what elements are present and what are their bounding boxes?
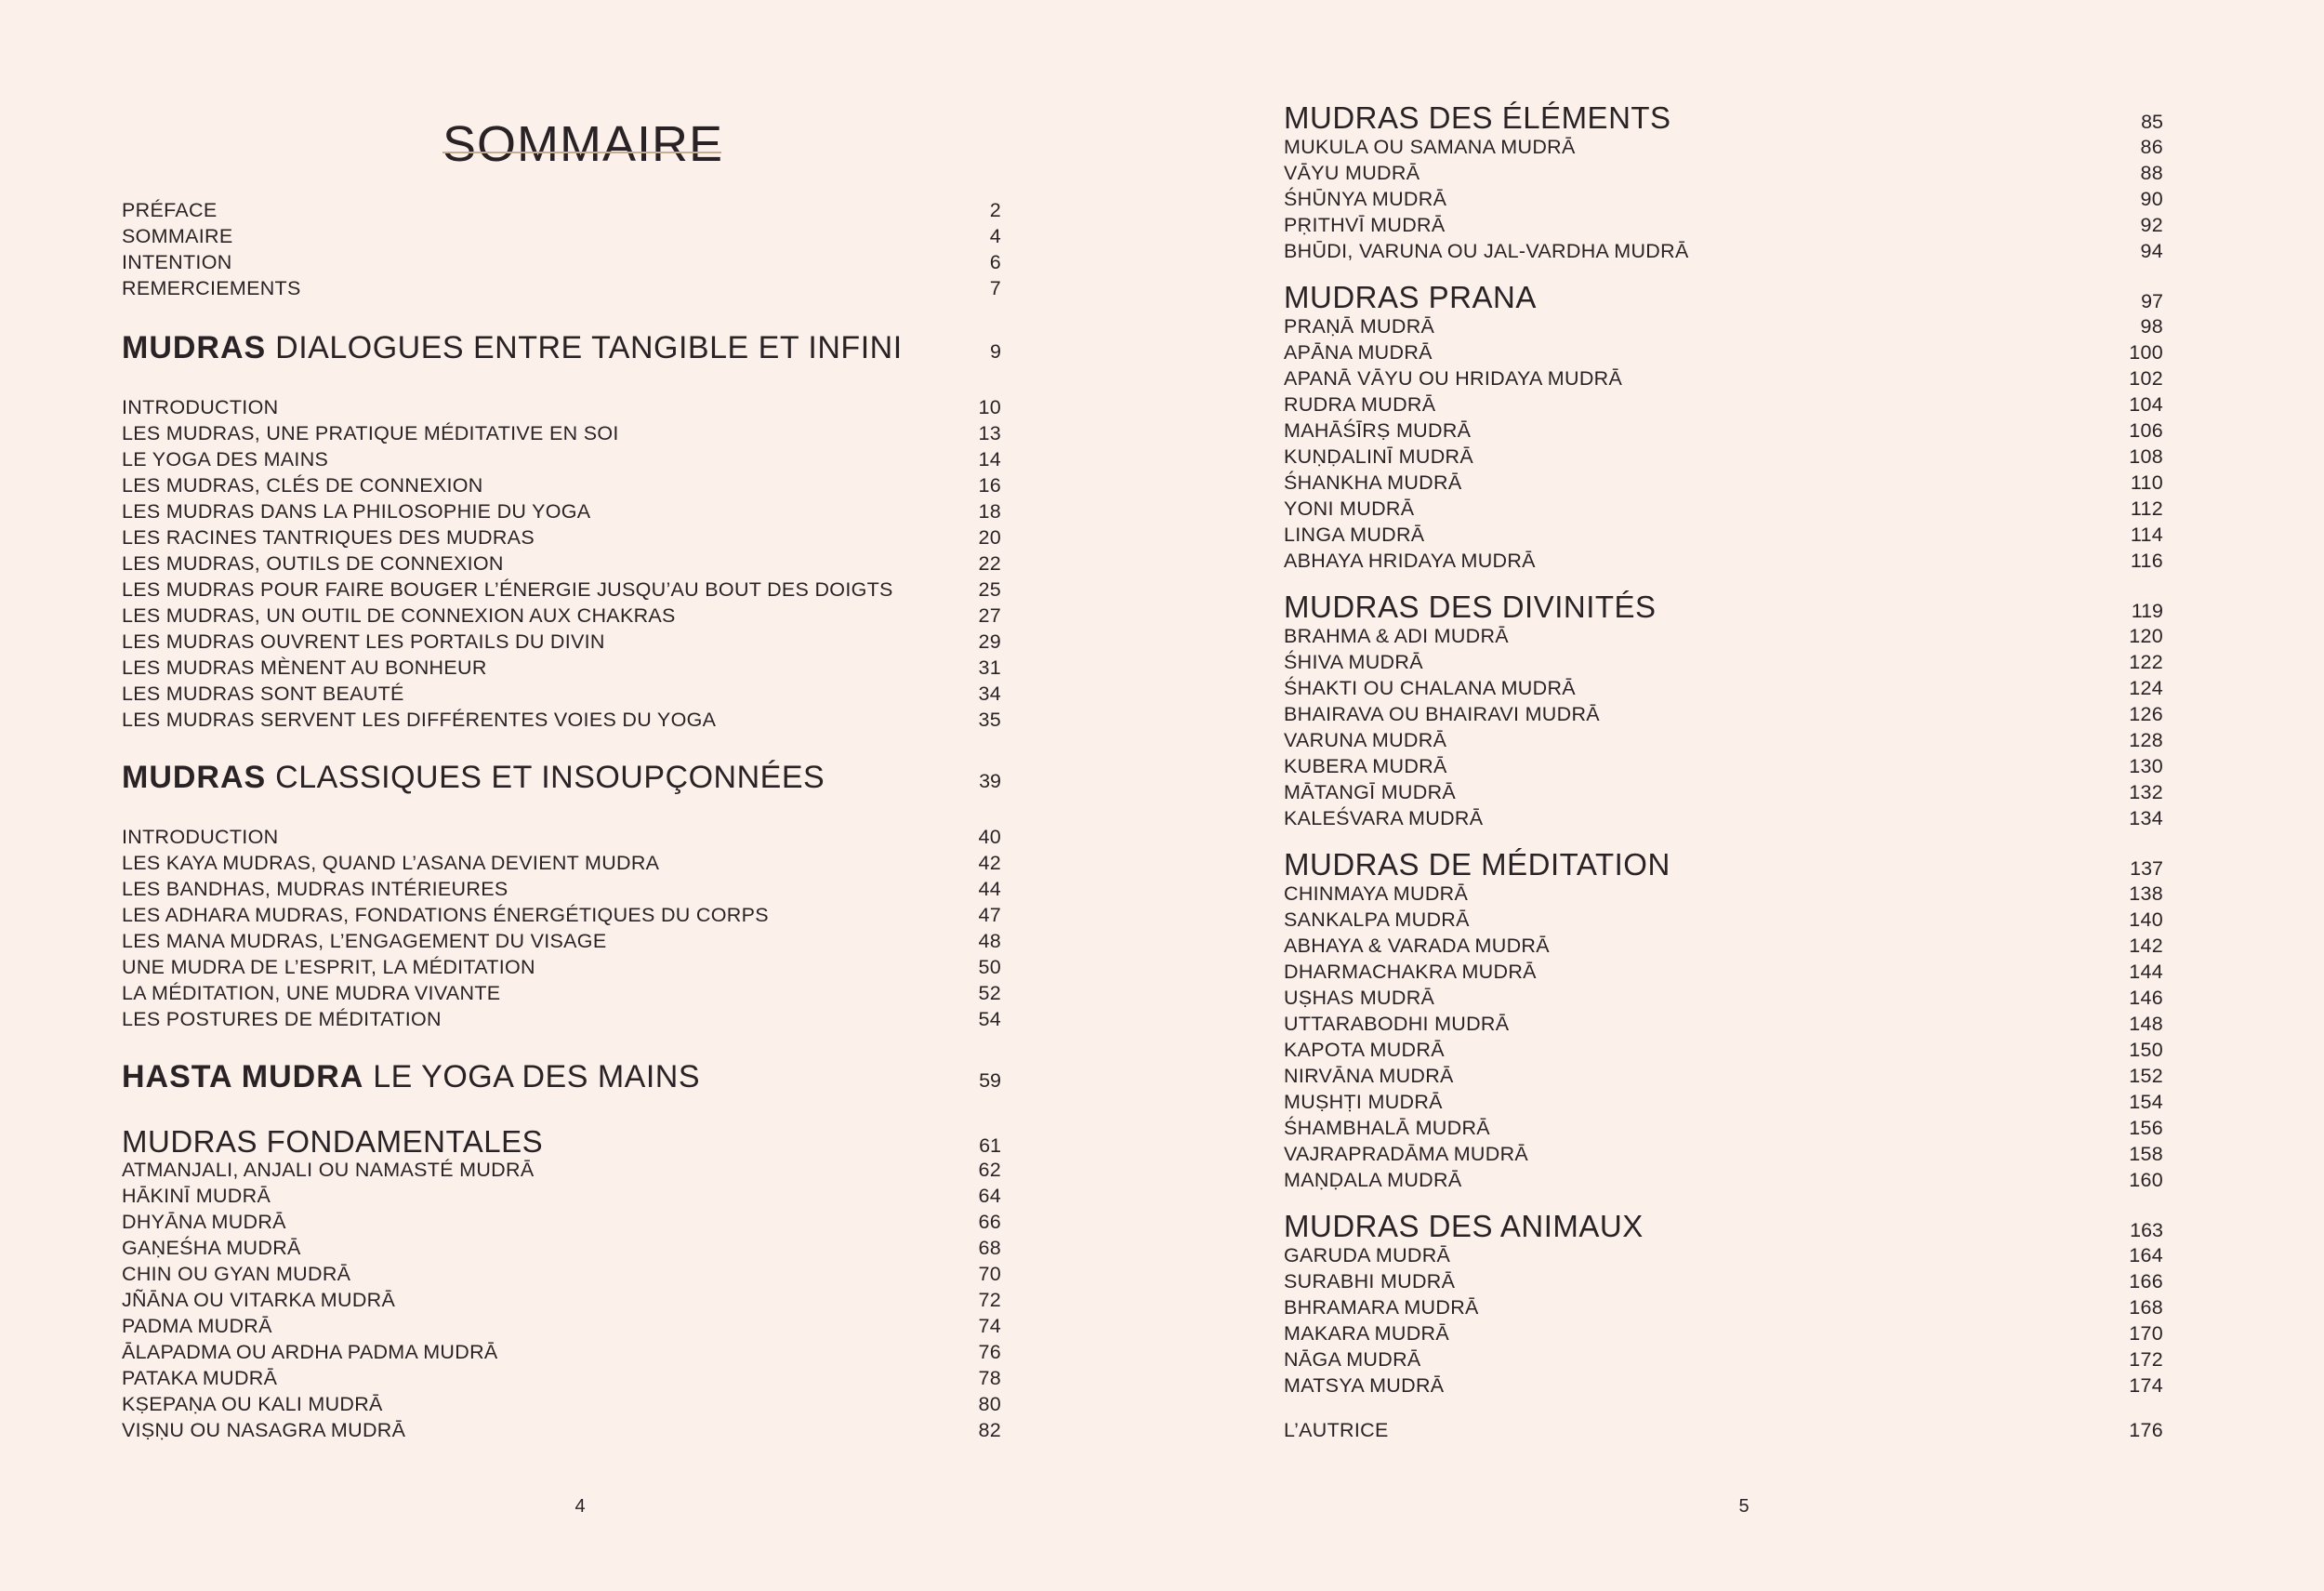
toc-page-number: 13: [978, 422, 1001, 444]
toc-page-number: 144: [2129, 961, 2163, 983]
toc-label: LES MUDRAS OUVRENT LES PORTAILS DU DIVIN: [122, 630, 605, 653]
toc-page-number: 40: [978, 826, 1001, 848]
toc-page-number: 172: [2129, 1348, 2163, 1371]
toc-page-number: 134: [2129, 807, 2163, 829]
toc-page-number: 130: [2129, 755, 2163, 777]
toc-label: REMERCIEMENTS: [122, 277, 301, 299]
toc-entry[interactable]: [122, 420, 1001, 446]
toc-label: MAKARA MUDRĀ: [1284, 1322, 1450, 1345]
toc-page-number: 150: [2129, 1039, 2163, 1061]
toc-label: LES MUDRAS SONT BEAUTÉ: [122, 683, 404, 705]
toc-entry[interactable]: [122, 1235, 1001, 1261]
toc-entry[interactable]: [1284, 134, 2163, 160]
toc-label: VARUNA MUDRĀ: [1284, 729, 1447, 751]
toc-label: KALEŚVARA MUDRĀ: [1284, 807, 1484, 829]
toc-entry[interactable]: [122, 1157, 1001, 1183]
toc-label: INTRODUCTION: [122, 826, 279, 848]
toc-entry[interactable]: [122, 1006, 1001, 1032]
toc-page-number: 34: [978, 683, 1001, 705]
toc-label: LES MUDRAS, UNE PRATIQUE MÉDITATIVE EN SOI: [122, 422, 619, 444]
toc-entry[interactable]: [122, 850, 1001, 876]
toc-page-number: 42: [978, 852, 1001, 874]
toc-page-number: 92: [2140, 214, 2163, 236]
toc-entry[interactable]: [122, 524, 1001, 550]
section-title: MUDRAS PRANA: [1284, 280, 1537, 314]
toc-label: DHARMACHAKRA MUDRĀ: [1284, 961, 1537, 983]
part-title-rest: CLASSIQUES ET INSOUPÇONNÉES: [266, 760, 825, 795]
page-title: SOMMAIRE: [442, 116, 724, 173]
toc-entry[interactable]: [122, 223, 1001, 249]
toc-entry[interactable]: [1284, 470, 2163, 496]
toc-entry[interactable]: [1284, 339, 2163, 365]
toc-entry[interactable]: [122, 902, 1001, 928]
toc-page-number: 18: [978, 500, 1001, 523]
toc-entry[interactable]: [1284, 522, 2163, 548]
toc-entry[interactable]: [1284, 675, 2163, 701]
toc-page-number: 29: [978, 630, 1001, 653]
toc-page-number: 66: [978, 1211, 1001, 1233]
toc-entry[interactable]: [122, 707, 1001, 733]
toc-label: CHINMAYA MUDRĀ: [1284, 882, 1469, 905]
toc-entry[interactable]: [122, 1391, 1001, 1417]
part-title-bold: MUDRAS: [122, 760, 267, 795]
toc-page-number: 106: [2129, 419, 2163, 442]
toc-entry[interactable]: [1284, 1063, 2163, 1089]
toc-label: UṢHAS MUDRĀ: [1284, 987, 1435, 1009]
toc-label: GAṆEŚHA MUDRĀ: [122, 1237, 301, 1259]
toc-entry[interactable]: [1284, 186, 2163, 212]
toc-label: ATMANJALI, ANJALI OU NAMASTÉ MUDRĀ: [122, 1159, 535, 1181]
toc-page-number: 108: [2129, 445, 2163, 468]
toc-entry[interactable]: [122, 249, 1001, 275]
toc-page-number: 158: [2129, 1143, 2163, 1165]
toc-page-number: 138: [2129, 882, 2163, 905]
toc-entry[interactable]: [122, 681, 1001, 707]
toc-label: YONI MUDRĀ: [1284, 497, 1415, 520]
toc-entry[interactable]: [122, 394, 1001, 420]
toc-page-number: 148: [2129, 1013, 2163, 1035]
toc-label: SANKALPA MUDRĀ: [1284, 908, 1470, 931]
toc-page-number: 102: [2129, 367, 2163, 390]
part-heading[interactable]: [122, 757, 1001, 798]
toc-page-number: 176: [2129, 1419, 2163, 1441]
toc-entry[interactable]: [122, 824, 1001, 850]
section-title: MUDRAS DES ANIMAUX: [1284, 1209, 1644, 1243]
toc-page-number: 47: [978, 904, 1001, 926]
toc-page-number: 160: [2129, 1169, 2163, 1191]
section-page-number: 97: [2141, 290, 2163, 312]
toc-label: LA MÉDITATION, UNE MUDRA VIVANTE: [122, 982, 501, 1004]
toc-label: MUKULA OU SAMANA MUDRĀ: [1284, 136, 1576, 158]
toc-entry[interactable]: [1284, 1268, 2163, 1294]
toc-page-number: 72: [978, 1289, 1001, 1311]
toc-entry[interactable]: [122, 928, 1001, 954]
right-page: [1162, 0, 2324, 1591]
toc-entry[interactable]: [122, 954, 1001, 980]
toc-label: LES MUDRAS, CLÉS DE CONNEXION: [122, 474, 483, 497]
toc-page-number: 52: [978, 982, 1001, 1004]
section-page-number: 163: [2130, 1219, 2163, 1241]
toc-label: MAṆḌALA MUDRĀ: [1284, 1169, 1462, 1191]
toc-label: LES MUDRAS DANS LA PHILOSOPHIE DU YOGA: [122, 500, 591, 523]
toc-entry[interactable]: [1284, 907, 2163, 933]
toc-page-number: 25: [978, 578, 1001, 601]
toc-page-number: 94: [2140, 240, 2163, 262]
page-number-footer: 5: [1738, 1496, 1750, 1517]
toc-page-number: 128: [2129, 729, 2163, 751]
toc-page-number: 124: [2129, 677, 2163, 699]
section-heading[interactable]: [1284, 589, 2163, 626]
toc-entry[interactable]: [1284, 391, 2163, 418]
toc-entry[interactable]: [1284, 753, 2163, 779]
section-page-number: 137: [2130, 857, 2163, 880]
toc-label: UTTARABODHI MUDRĀ: [1284, 1013, 1510, 1035]
toc-page-number: 16: [978, 474, 1001, 497]
toc-page-number: 74: [978, 1315, 1001, 1337]
part-title-bold: MUDRAS: [122, 330, 267, 365]
section-title: MUDRAS DE MÉDITATION: [1284, 847, 1670, 882]
title-underline: [442, 152, 721, 153]
toc-entry[interactable]: [122, 577, 1001, 603]
toc-page-number: 27: [978, 604, 1001, 627]
toc-entry[interactable]: [122, 472, 1001, 498]
toc-page-number: 76: [978, 1341, 1001, 1363]
toc-page-number: 22: [978, 552, 1001, 575]
toc-page-number: 78: [978, 1367, 1001, 1389]
toc-label: LES MUDRAS, OUTILS DE CONNEXION: [122, 552, 504, 575]
toc-label: MAHĀŚĪRṢ MUDRĀ: [1284, 419, 1472, 442]
toc-entry[interactable]: [1284, 727, 2163, 753]
toc-label: APĀNA MUDRĀ: [1284, 341, 1433, 364]
toc-label: ŚHAMBHALĀ MUDRĀ: [1284, 1117, 1490, 1139]
toc-label: L’AUTRICE: [1284, 1419, 1389, 1441]
toc-label: INTRODUCTION: [122, 396, 279, 418]
toc-entry[interactable]: [1284, 1037, 2163, 1063]
toc-label: ŚHAKTI OU CHALANA MUDRĀ: [1284, 677, 1576, 699]
toc-label: PRÉFACE: [122, 199, 218, 221]
section-title: MUDRAS FONDAMENTALES: [122, 1124, 544, 1159]
toc-label: ŚHŪNYA MUDRĀ: [1284, 188, 1447, 210]
toc-label: LES MUDRAS POUR FAIRE BOUGER L’ÉNERGIE JUSQU’AU BOUT DES DOIGTS: [122, 578, 893, 601]
toc-label: KṢEPAṆA OU KALI MUDRĀ: [122, 1393, 383, 1415]
toc-label: PADMA MUDRĀ: [122, 1315, 272, 1337]
toc-entry[interactable]: [1284, 1115, 2163, 1141]
toc-entry[interactable]: [122, 1417, 1001, 1443]
section-page-number: 85: [2141, 111, 2163, 133]
toc-entry[interactable]: [1284, 1346, 2163, 1372]
toc-entry[interactable]: [1284, 985, 2163, 1011]
toc-page-number: 174: [2129, 1374, 2163, 1397]
toc-label: BHRAMARA MUDRĀ: [1284, 1296, 1479, 1319]
part-title-rest: LE YOGA DES MAINS: [363, 1059, 701, 1094]
toc-page-number: 100: [2129, 341, 2163, 364]
toc-entry[interactable]: [122, 446, 1001, 472]
section-heading[interactable]: [122, 1123, 1001, 1160]
section-heading[interactable]: [1284, 99, 2163, 137]
toc-label: VIṢṆU OU NASAGRA MUDRĀ: [122, 1419, 406, 1441]
toc-entry[interactable]: [1284, 313, 2163, 339]
toc-page-number: 10: [978, 396, 1001, 418]
toc-page-number: 120: [2129, 625, 2163, 647]
toc-entry[interactable]: [1284, 1242, 2163, 1268]
toc-label: DHYĀNA MUDRĀ: [122, 1211, 286, 1233]
toc-entry[interactable]: [1284, 444, 2163, 470]
part-page-number: 9: [990, 340, 1001, 363]
toc-entry[interactable]: [1284, 418, 2163, 444]
toc-label: LES MANA MUDRAS, L’ENGAGEMENT DU VISAGE: [122, 930, 607, 952]
toc-page-number: 48: [978, 930, 1001, 952]
section-title: MUDRAS DES DIVINITÉS: [1284, 590, 1657, 624]
toc-page-number: 31: [978, 656, 1001, 679]
toc-entry[interactable]: [1284, 1167, 2163, 1193]
toc-page-number: 112: [2130, 497, 2163, 520]
toc-entry[interactable]: [1284, 1089, 2163, 1115]
toc-label: UNE MUDRA DE L’ESPRIT, LA MÉDITATION: [122, 956, 535, 978]
toc-page-number: 35: [978, 709, 1001, 731]
toc-page-number: 168: [2129, 1296, 2163, 1319]
part-page-number: 39: [979, 770, 1001, 792]
toc-label: LES POSTURES DE MÉDITATION: [122, 1008, 442, 1030]
toc-entry[interactable]: [1284, 1372, 2163, 1399]
toc-label: MUṢHṬI MUDRĀ: [1284, 1091, 1443, 1113]
toc-page-number: 132: [2129, 781, 2163, 803]
toc-entry[interactable]: [1284, 365, 2163, 391]
toc-entry[interactable]: [1284, 933, 2163, 959]
toc-page-number: 68: [978, 1237, 1001, 1259]
toc-label: BHAIRAVA OU BHAIRAVI MUDRĀ: [1284, 703, 1600, 725]
toc-entry[interactable]: [122, 1365, 1001, 1391]
toc-entry[interactable]: [122, 876, 1001, 902]
toc-page-number: 44: [978, 878, 1001, 900]
toc-page-number: 2: [989, 199, 1001, 221]
section-title: MUDRAS DES ÉLÉMENTS: [1284, 100, 1671, 135]
toc-page-number: 86: [2140, 136, 2163, 158]
toc-page-number: 98: [2140, 315, 2163, 338]
toc-entry[interactable]: [1284, 805, 2163, 831]
toc-label: VĀYU MUDRĀ: [1284, 162, 1420, 184]
toc-entry[interactable]: [1284, 238, 2163, 264]
section-heading[interactable]: [1284, 846, 2163, 883]
toc-label: LES MUDRAS SERVENT LES DIFFÉRENTES VOIES DU YOGA: [122, 709, 717, 731]
toc-page-number: 114: [2130, 524, 2163, 546]
toc-entry[interactable]: [122, 1183, 1001, 1209]
toc-entry[interactable]: [1284, 649, 2163, 675]
toc-page-number: 82: [978, 1419, 1001, 1441]
part-title: [122, 327, 903, 368]
toc-page-number: 154: [2129, 1091, 2163, 1113]
toc-page-number: 4: [989, 225, 1001, 247]
toc-entry[interactable]: [1284, 548, 2163, 574]
toc-label: BRAHMA & ADI MUDRĀ: [1284, 625, 1509, 647]
toc-label: PATAKA MUDRĀ: [122, 1367, 278, 1389]
part-title: [122, 1056, 700, 1097]
toc-label: ABHAYA HRIDAYA MUDRĀ: [1284, 550, 1536, 572]
toc-entry[interactable]: [122, 197, 1001, 223]
toc-page-number: 116: [2130, 550, 2163, 572]
toc-page-number: 80: [978, 1393, 1001, 1415]
toc-page-number: 156: [2129, 1117, 2163, 1139]
toc-label: PRAṆĀ MUDRĀ: [1284, 315, 1435, 338]
toc-label: SOMMAIRE: [122, 225, 233, 247]
toc-entry[interactable]: [1284, 1320, 2163, 1346]
toc-label: LES MUDRAS MÈNENT AU BONHEUR: [122, 656, 487, 679]
toc-label: GARUDA MUDRĀ: [1284, 1244, 1451, 1266]
toc-label: MATSYA MUDRĀ: [1284, 1374, 1445, 1397]
toc-entry[interactable]: [122, 1287, 1001, 1313]
section-heading[interactable]: [1284, 279, 2163, 316]
toc-page-number: 20: [978, 526, 1001, 549]
toc-entry[interactable]: [1284, 881, 2163, 907]
toc-label: SURABHI MUDRĀ: [1284, 1270, 1456, 1293]
part-page-number: 59: [979, 1069, 1001, 1092]
toc-entry[interactable]: [1284, 1294, 2163, 1320]
toc-entry[interactable]: [122, 603, 1001, 629]
toc-page-number: 122: [2129, 651, 2163, 673]
toc-label: ŚHANKHA MUDRĀ: [1284, 471, 1462, 494]
toc-label: KUBERA MUDRĀ: [1284, 755, 1447, 777]
toc-page-number: 142: [2129, 935, 2163, 957]
toc-label: ĀLAPADMA OU ARDHA PADMA MUDRĀ: [122, 1341, 498, 1363]
toc-label: BHŪDI, VARUNA OU JAL-VARDHA MUDRĀ: [1284, 240, 1689, 262]
toc-label: LES BANDHAS, MUDRAS INTÉRIEURES: [122, 878, 508, 900]
toc-label: ABHAYA & VARADA MUDRĀ: [1284, 935, 1550, 957]
part-heading[interactable]: [122, 327, 1001, 368]
toc-label: CHIN OU GYAN MUDRĀ: [122, 1263, 351, 1285]
toc-label: KAPOTA MUDRĀ: [1284, 1039, 1445, 1061]
toc-entry[interactable]: [1284, 701, 2163, 727]
toc-page-number: 62: [978, 1159, 1001, 1181]
toc-entry[interactable]: [122, 629, 1001, 655]
toc-entry[interactable]: [1284, 779, 2163, 805]
toc-label: LE YOGA DES MAINS: [122, 448, 329, 471]
toc-entry[interactable]: [122, 980, 1001, 1006]
toc-page-number: 54: [978, 1008, 1001, 1030]
toc-entry-author[interactable]: [1284, 1417, 2163, 1443]
toc-entry[interactable]: [1284, 1141, 2163, 1167]
section-heading[interactable]: [1284, 1208, 2163, 1245]
toc-entry[interactable]: [122, 1209, 1001, 1235]
toc-entry[interactable]: [1284, 1011, 2163, 1037]
toc-page-number: 88: [2140, 162, 2163, 184]
toc-page-number: 126: [2129, 703, 2163, 725]
toc-entry[interactable]: [122, 1339, 1001, 1365]
toc-entry[interactable]: [122, 550, 1001, 577]
toc-page-number: 146: [2129, 987, 2163, 1009]
toc-page-number: 64: [978, 1185, 1001, 1207]
toc-label: PṚITHVĪ MUDRĀ: [1284, 214, 1446, 236]
toc-entry[interactable]: [122, 498, 1001, 524]
toc-entry[interactable]: [1284, 212, 2163, 238]
toc-label: HĀKINĪ MUDRĀ: [122, 1185, 271, 1207]
toc-entry[interactable]: [122, 655, 1001, 681]
toc-label: LES RACINES TANTRIQUES DES MUDRAS: [122, 526, 535, 549]
section-page-number: 61: [979, 1134, 1001, 1157]
toc-label: JÑĀNA OU VITARKA MUDRĀ: [122, 1289, 396, 1311]
toc-page-number: 164: [2129, 1244, 2163, 1266]
part-title-rest: DIALOGUES ENTRE TANGIBLE ET INFINI: [266, 330, 903, 365]
toc-label: INTENTION: [122, 251, 232, 273]
toc-entry[interactable]: [122, 1313, 1001, 1339]
page-number-footer: 4: [574, 1496, 586, 1517]
toc-label: MĀTANGĪ MUDRĀ: [1284, 781, 1457, 803]
toc-label: KUṆḌALINĪ MUDRĀ: [1284, 445, 1473, 468]
toc-page-number: 7: [989, 277, 1001, 299]
toc-page-number: 90: [2140, 188, 2163, 210]
toc-label: LES ADHARA MUDRAS, FONDATIONS ÉNERGÉTIQUES DU CORPS: [122, 904, 769, 926]
toc-page-number: 140: [2129, 908, 2163, 931]
toc-label: VAJRAPRADĀMA MUDRĀ: [1284, 1143, 1529, 1165]
toc-page-number: 170: [2129, 1322, 2163, 1345]
toc-page-number: 6: [989, 251, 1001, 273]
toc-entry[interactable]: [1284, 496, 2163, 522]
toc-label: LINGA MUDRĀ: [1284, 524, 1425, 546]
toc-label: ŚHIVA MUDRĀ: [1284, 651, 1423, 673]
part-heading[interactable]: [122, 1056, 1001, 1097]
toc-entry[interactable]: [122, 1261, 1001, 1287]
part-title-bold: HASTA MUDRA: [122, 1059, 364, 1094]
toc-entry[interactable]: [1284, 623, 2163, 649]
toc-label: RUDRA MUDRĀ: [1284, 393, 1436, 416]
part-title: [122, 757, 825, 798]
toc-entry[interactable]: [1284, 959, 2163, 985]
toc-label: LES KAYA MUDRAS, QUAND L’ASANA DEVIENT MUDRA: [122, 852, 660, 874]
toc-page-number: 110: [2130, 471, 2163, 494]
toc-page-number: 70: [978, 1263, 1001, 1285]
toc-page-number: 14: [978, 448, 1001, 471]
section-page-number: 119: [2131, 600, 2163, 622]
toc-page-number: 152: [2129, 1065, 2163, 1087]
toc-page-number: 50: [978, 956, 1001, 978]
toc-page-number: 104: [2129, 393, 2163, 416]
toc-entry[interactable]: [1284, 160, 2163, 186]
toc-label: NĀGA MUDRĀ: [1284, 1348, 1421, 1371]
toc-label: APANĀ VĀYU OU HRIDAYA MUDRĀ: [1284, 367, 1623, 390]
toc-label: NIRVĀNA MUDRĀ: [1284, 1065, 1454, 1087]
toc-label: LES MUDRAS, UN OUTIL DE CONNEXION AUX CHAKRAS: [122, 604, 676, 627]
toc-page-number: 166: [2129, 1270, 2163, 1293]
toc-entry[interactable]: [122, 275, 1001, 301]
